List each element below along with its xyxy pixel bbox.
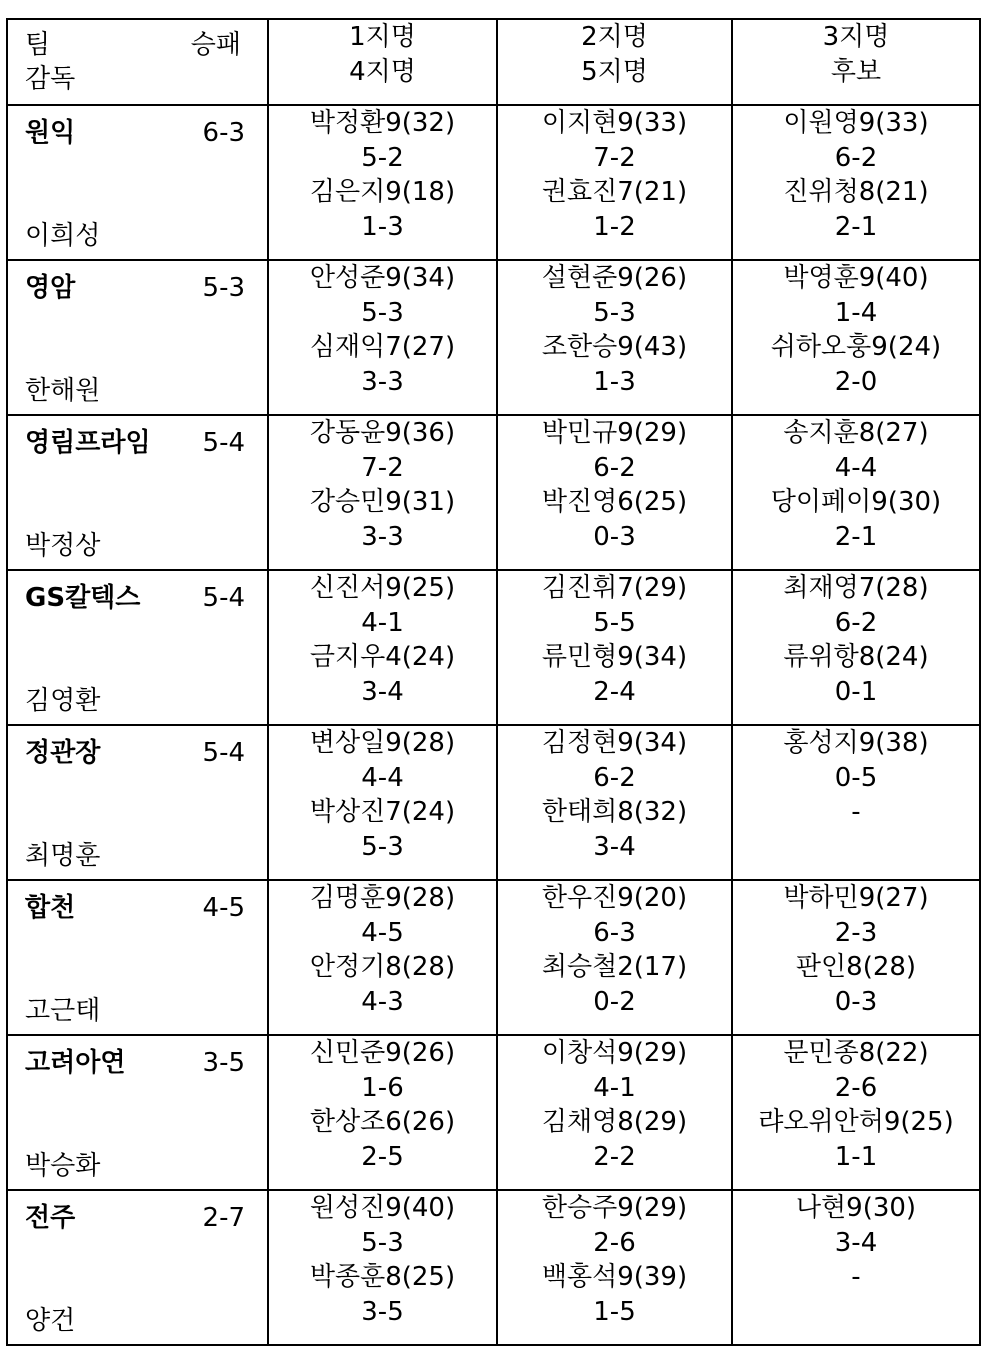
team-col1-cell <box>268 415 497 570</box>
player-name: 이지현9(33) <box>541 108 688 138</box>
header-row <box>7 19 980 105</box>
player-record: 6-2 <box>593 762 636 793</box>
team-col1-cell <box>268 1190 497 1345</box>
player-record: 0-3 <box>593 521 636 552</box>
player-name: 문민종8(22) <box>783 1038 929 1068</box>
team-name: 원익 <box>25 118 76 148</box>
player-record: 6-2 <box>834 142 878 173</box>
team-name: 전주 <box>25 1203 76 1233</box>
player-name: 박종훈8(25) <box>309 1262 456 1292</box>
player-record: 1-1 <box>834 1141 878 1172</box>
team-col3-cell <box>732 880 980 1035</box>
team-record: 2-7 <box>202 1203 245 1233</box>
team-col3-cell <box>732 1190 980 1345</box>
player-name: 권효진7(21) <box>541 177 688 207</box>
player-record: 4-3 <box>361 986 404 1017</box>
player-record: 4-4 <box>361 762 404 793</box>
player-record: 1-3 <box>593 366 636 397</box>
team-col2-cell <box>497 1190 732 1345</box>
player-name: 박상진7(24) <box>309 797 456 827</box>
player-name: 김진휘7(29) <box>541 573 688 603</box>
team-info-cell <box>7 725 268 880</box>
team-name: 고려아연 <box>25 1048 126 1078</box>
player-name: 안성준9(34) <box>309 263 456 293</box>
player-record: 1-6 <box>361 1072 404 1103</box>
player-record: 3-4 <box>361 676 404 707</box>
player-name: 한우진9(20) <box>541 883 688 913</box>
team-info-cell <box>7 880 268 1035</box>
player-record: 1-4 <box>834 297 878 328</box>
player-name: 신진서9(25) <box>309 573 456 603</box>
player-name: 박영훈9(40) <box>783 263 929 293</box>
team-record: 5-3 <box>202 273 245 303</box>
team-record: 5-4 <box>202 738 245 768</box>
team-col2-cell <box>497 105 732 260</box>
team-name: GS칼텍스 <box>25 583 141 613</box>
header-col3-line1: 3지명 <box>822 22 890 52</box>
team-record: 4-5 <box>202 893 245 923</box>
team-col2-cell <box>497 415 732 570</box>
player-name: 박정환9(32) <box>309 108 456 138</box>
player-name: 원성진9(40) <box>309 1193 456 1223</box>
team-col1-cell <box>268 570 497 725</box>
header-col2 <box>497 19 732 105</box>
player-record: 5-2 <box>361 142 404 173</box>
player-record: 4-1 <box>361 607 404 638</box>
player-record: 2-3 <box>834 917 878 948</box>
header-col1-line2: 4지명 <box>349 56 416 87</box>
player-name: 한태희8(32) <box>541 797 688 827</box>
player-name: 금지우4(24) <box>309 642 456 672</box>
team-col2-cell <box>497 725 732 880</box>
team-info-cell <box>7 1190 268 1345</box>
player-record: 2-2 <box>593 1141 636 1172</box>
team-col1-cell <box>268 260 497 415</box>
player-name: 김명훈9(28) <box>309 883 456 913</box>
team-row <box>7 880 980 1035</box>
header-col3 <box>732 19 980 105</box>
player-name: 한승주9(29) <box>541 1193 688 1223</box>
player-record: 0-3 <box>834 986 878 1017</box>
player-record: 5-5 <box>593 607 636 638</box>
player-name: 이창석9(29) <box>541 1038 688 1068</box>
player-name: 최승철2(17) <box>541 952 688 982</box>
player-name: - <box>851 797 861 827</box>
team-row <box>7 415 980 570</box>
team-col3-cell <box>732 260 980 415</box>
player-record: 7-2 <box>593 142 636 173</box>
team-coach: 한해원 <box>25 376 101 406</box>
team-col2-cell <box>497 260 732 415</box>
player-record: 1-3 <box>361 211 404 242</box>
player-name: - <box>851 1262 861 1292</box>
player-name: 신민준9(26) <box>309 1038 456 1068</box>
team-row <box>7 1190 980 1345</box>
player-record <box>733 1295 979 1330</box>
player-record: 2-6 <box>834 1072 878 1103</box>
player-name: 김정현9(34) <box>541 728 688 758</box>
player-record: 0-5 <box>834 762 878 793</box>
team-coach: 박승화 <box>25 1151 101 1181</box>
header-team-label: 팀 <box>25 30 51 60</box>
player-name: 한상조6(26) <box>309 1107 456 1137</box>
player-name: 설현준9(26) <box>541 263 688 293</box>
team-info-cell <box>7 415 268 570</box>
player-name: 쉬하오훙9(24) <box>770 332 942 362</box>
player-name: 변상일9(28) <box>309 728 456 758</box>
player-name: 김은지9(18) <box>309 177 456 207</box>
player-name: 이원영9(33) <box>783 108 929 138</box>
player-record: 7-2 <box>361 452 404 483</box>
team-name: 합천 <box>25 893 76 923</box>
player-name: 백홍석9(39) <box>541 1262 688 1292</box>
player-name: 강동윤9(36) <box>309 418 456 448</box>
player-name: 진위청8(21) <box>783 177 929 207</box>
player-name: 김채영8(29) <box>541 1107 688 1137</box>
team-col2-cell <box>497 880 732 1035</box>
player-name: 강승민9(31) <box>309 487 456 517</box>
team-info-cell <box>7 570 268 725</box>
player-record: 3-5 <box>361 1296 404 1327</box>
player-record: 3-4 <box>834 1227 878 1258</box>
team-col1-cell <box>268 1035 497 1190</box>
team-record: 3-5 <box>202 1048 245 1078</box>
player-name: 심재익7(27) <box>309 332 456 362</box>
team-col3-cell <box>732 105 980 260</box>
player-record: 4-1 <box>593 1072 636 1103</box>
player-record: 2-4 <box>593 676 636 707</box>
team-row <box>7 570 980 725</box>
player-record: 6-3 <box>593 917 636 948</box>
player-record: 0-1 <box>834 676 878 707</box>
player-name: 당이페이9(30) <box>770 487 942 517</box>
team-row <box>7 725 980 880</box>
header-col3-line2: 후보 <box>830 56 882 87</box>
player-name: 랴오위안허9(25) <box>758 1107 954 1137</box>
team-col1-cell <box>268 880 497 1035</box>
team-coach: 최명훈 <box>25 841 101 871</box>
team-col1-cell <box>268 725 497 880</box>
team-name: 정관장 <box>25 738 101 768</box>
player-name: 안정기8(28) <box>309 952 456 982</box>
header-team-cell <box>7 19 268 105</box>
team-col1-cell <box>268 105 497 260</box>
player-name: 박민규9(29) <box>541 418 688 448</box>
header-col1-line1: 1지명 <box>349 22 416 52</box>
draft-table <box>6 18 981 1346</box>
team-row <box>7 1035 980 1190</box>
player-record: 3-3 <box>361 521 404 552</box>
player-record: 5-3 <box>361 1227 404 1258</box>
team-coach: 박정상 <box>25 531 101 561</box>
player-record: 5-3 <box>593 297 636 328</box>
player-record: 5-3 <box>361 297 404 328</box>
player-name: 최재영7(28) <box>783 573 929 603</box>
player-name: 송지훈8(27) <box>783 418 929 448</box>
team-record: 5-4 <box>202 428 245 458</box>
team-info-cell <box>7 1035 268 1190</box>
team-col3-cell <box>732 725 980 880</box>
player-record: 2-0 <box>834 366 878 397</box>
player-record: 2-1 <box>834 521 878 552</box>
team-info-cell <box>7 105 268 260</box>
team-coach: 양건 <box>25 1306 76 1336</box>
team-name: 영림프라임 <box>25 428 151 458</box>
team-info-cell <box>7 260 268 415</box>
player-record: 3-3 <box>361 366 404 397</box>
team-coach: 김영환 <box>25 686 101 716</box>
header-coach-label: 감독 <box>25 64 76 94</box>
team-record: 6-3 <box>202 118 245 148</box>
player-record: 0-2 <box>593 986 636 1017</box>
player-record <box>733 830 979 865</box>
player-record: 2-6 <box>593 1227 636 1258</box>
player-record: 2-1 <box>834 211 878 242</box>
team-row <box>7 105 980 260</box>
player-name: 박하민9(27) <box>783 883 929 913</box>
team-row <box>7 260 980 415</box>
team-name: 영암 <box>25 273 76 303</box>
player-record: 6-2 <box>593 452 636 483</box>
player-name: 홍성지9(38) <box>783 728 929 758</box>
header-col2-line2: 5지명 <box>581 56 648 87</box>
team-col2-cell <box>497 570 732 725</box>
team-col3-cell <box>732 1035 980 1190</box>
player-record: 4-4 <box>834 452 878 483</box>
player-record: 4-5 <box>361 917 404 948</box>
header-col2-line1: 2지명 <box>581 22 648 52</box>
team-coach: 고근태 <box>25 996 101 1026</box>
player-record: 3-4 <box>593 831 636 862</box>
header-col1 <box>268 19 497 105</box>
player-record: 6-2 <box>834 607 878 638</box>
team-col2-cell <box>497 1035 732 1190</box>
team-coach: 이희성 <box>25 221 101 251</box>
team-record: 5-4 <box>202 583 245 613</box>
player-name: 나현9(30) <box>795 1193 917 1223</box>
player-record: 1-2 <box>593 211 636 242</box>
player-record: 1-5 <box>593 1296 636 1327</box>
player-name: 박진영6(25) <box>541 487 688 517</box>
player-name: 판인8(28) <box>795 952 917 982</box>
player-name: 류위항8(24) <box>783 642 929 672</box>
player-name: 류민형9(34) <box>541 642 688 672</box>
team-col3-cell <box>732 415 980 570</box>
player-record: 5-3 <box>361 831 404 862</box>
header-record-label: 승패 <box>190 30 241 60</box>
team-col3-cell <box>732 570 980 725</box>
player-record: 2-5 <box>361 1141 404 1172</box>
player-name: 조한승9(43) <box>541 332 688 362</box>
